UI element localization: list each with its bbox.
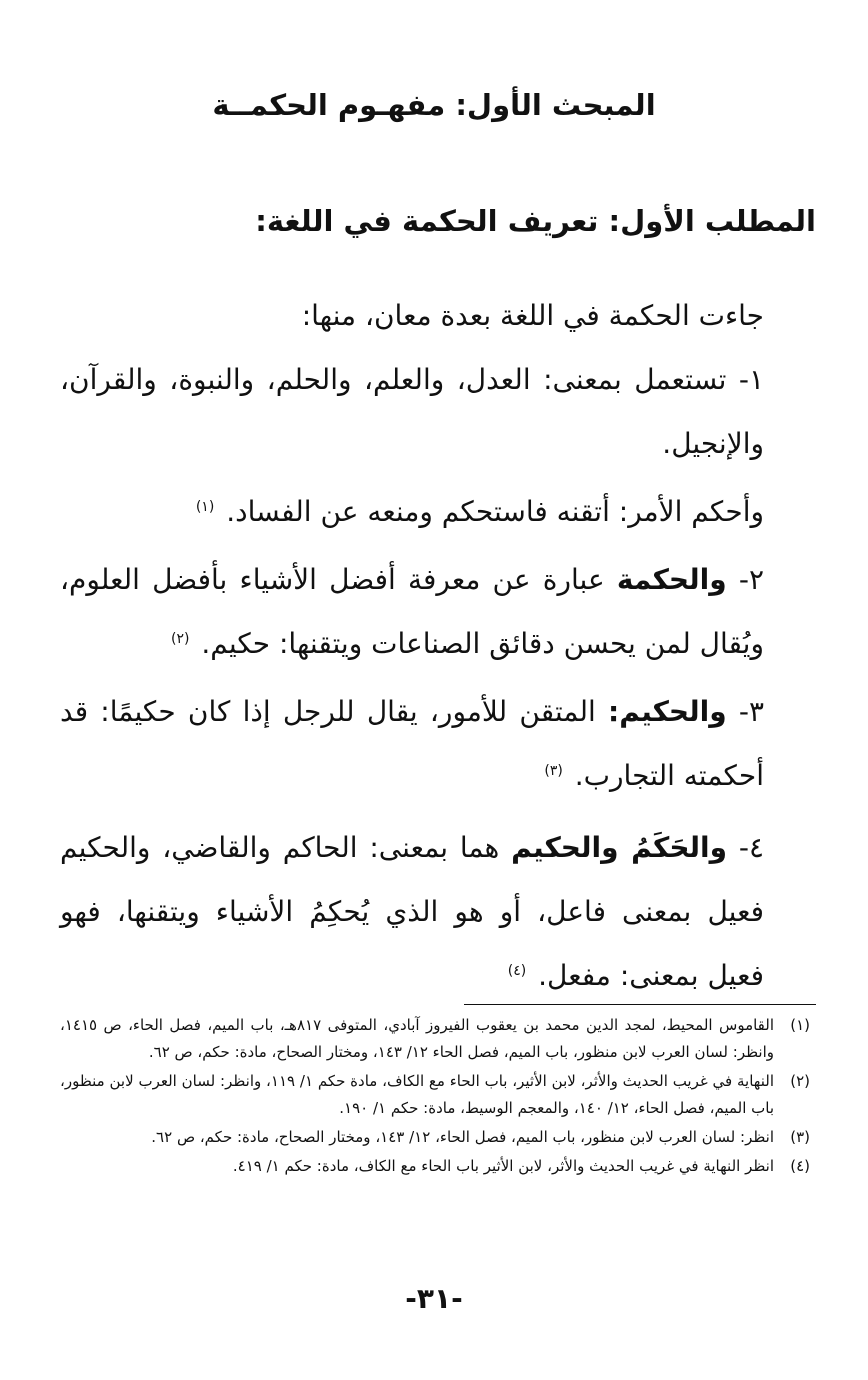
chapter-title: المبحث الأول: مفهـوم الحكمــة [212,88,656,122]
item-3-text: المتقن للأمور، يقال للرجل إذا كان حكيمًا: قد أحكمته التجارب. [60,695,764,792]
intro-paragraph: جاءت الحكمة في اللغة بعدة معان، منها: [301,299,764,332]
footnote-1-number: (١) [790,1016,810,1034]
page-number: -٣١- [405,1282,463,1315]
footnote-2-number: (٢) [790,1072,810,1090]
footnote-4-number: (٤) [790,1157,810,1175]
item-3-number: ٣- [738,695,764,728]
item-2-term: والحكمة [616,563,727,596]
item-2-number: ٢- [738,563,764,596]
footnote-ref-1[interactable]: (١) [195,498,215,515]
footnote-divider [464,1004,816,1005]
footnote-2-text: النهاية في غريب الحديث والأثر، لابن الأثير، باب الحاء مع الكاف، مادة حكم ١/ ١١٩، وانظر: لسان العرب لابن منظور، باب الميم، فصل الحاء، ١٢/ ١٤٠، والمعجم الوسيط، مادة: حكم ١/ ١٩٠. [60,1072,774,1117]
footnote-4 [60,1153,816,1180]
body-text [60,284,816,1008]
item-4 [60,816,816,1008]
item-4-number: ٤- [738,831,764,864]
footnote-3-number: (٣) [790,1128,810,1146]
item-1-number: ١- [738,363,764,396]
item-2-text: عبارة عن معرفة أفضل الأشياء بأفضل العلوم، ويُقال لمن يحسن دقائق الصناعات ويتقنها: حكيم. [60,563,764,660]
footnote-ref-3[interactable]: (٣) [544,762,563,779]
footnote-1-text: القاموس المحيط، لمجد الدين محمد بن يعقوب الفيروز آبادي، المتوفى ٨١٧هـ، باب الميم، فصل الحاء، ص ١٤١٥، وانظر: لسان العرب لابن منظور، باب الميم، فصل الحاء ١٢/ ١٤٣، ومختار الصحاح، مادة: حكم، ص ٦٢. [60,1016,774,1061]
footnote-3 [60,1124,816,1151]
item-1-continuation-text: وأحكم الأمر: أتقنه فاستحكم ومنعه عن الفساد. [226,495,764,528]
footnote-ref-4[interactable]: (٤) [507,962,527,979]
footnote-ref-2[interactable]: (٢) [170,630,190,647]
item-4-text: هما بمعنى: الحاكم والقاضي، والحكيم فعيل بمعنى فاعل، أو هو الذي يُحكِمُ الأشياء ويتقنها، فهو فعيل بمعنى: مفعل. [60,831,764,992]
footnotes [60,1012,816,1182]
item-1 [60,348,816,476]
footnote-2 [60,1068,816,1122]
footnote-4-text: انظر النهاية في غريب الحديث والأثر، لابن الأثير باب الحاء مع الكاف، مادة: حكم ١/ ٤١٩. [232,1157,774,1175]
item-4-term: والحَكَمُ والحكيم [511,831,728,864]
item-3 [60,680,816,808]
footnote-1 [60,1012,816,1066]
item-1-continuation [60,480,816,544]
section-title: المطلب الأول: تعريف الحكمة في اللغة: [255,204,816,238]
footnote-3-text: انظر: لسان العرب لابن منظور، باب الميم، فصل الحاء، ١٢/ ١٤٣، ومختار الصحاح، مادة: حكم، ص ٦٢. [151,1128,774,1146]
item-1-text: تستعمل بمعنى: العدل، والعلم، والحلم، والنبوة، والقرآن، والإنجيل. [60,363,764,460]
item-2 [60,548,816,676]
item-3-term: والحكيم: [608,695,727,728]
